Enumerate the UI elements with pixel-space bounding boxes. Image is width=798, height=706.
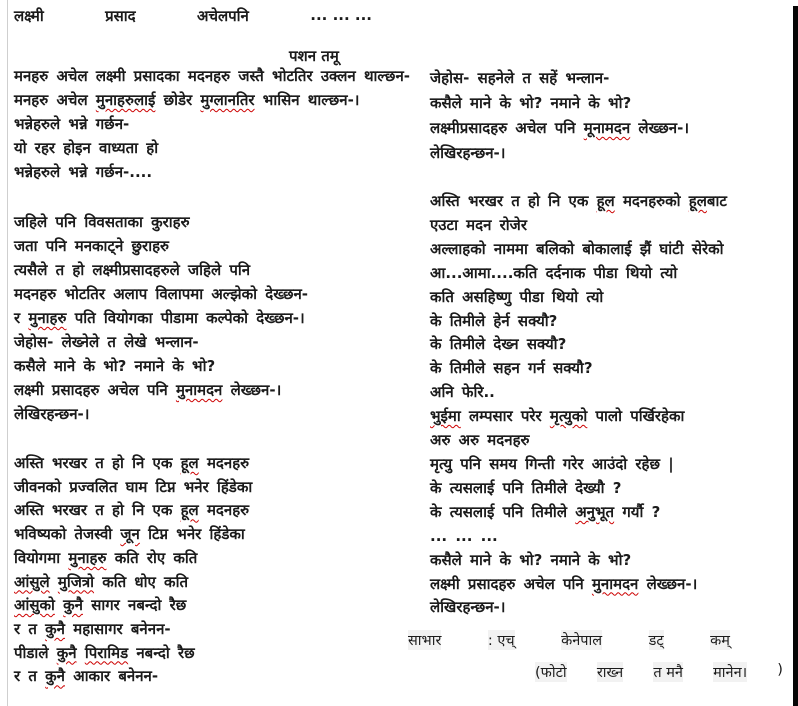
poem-line [430,405,727,429]
attribution-word: डट् [649,630,664,650]
misspelled-word: मुनाहरु [68,548,107,567]
misspelled-word: मूनामदन [583,119,631,137]
text-run: लक्ष्मी प्रसादहरु अचेल पनि [14,381,176,399]
misspelled-word: मुनाहरु [28,309,67,327]
poem-line [14,594,252,618]
misspelled-word: हूल [180,454,199,472]
poem-line [430,66,689,91]
text-run: मदनहरु [198,454,250,472]
poem-stanza-left-2 [14,210,308,426]
misspelled-word: कुनै [45,667,65,686]
text-run: पालो पर्खिरहेका [587,407,685,426]
document-title-row [14,6,372,26]
text-run: र त [14,667,46,686]
misspelled-word: कुनै [63,596,83,615]
text-run: मदनहरु भोटतिर अलाप विलापमा अल्झेको देख्छन- [14,285,309,303]
poem-line [14,665,252,689]
poem-line [430,429,727,453]
poem-line [14,476,252,500]
attribution-line-source [408,630,730,650]
poem-line [14,136,410,160]
text-run: यो रहर होइन वाध्यता हो [14,139,159,157]
text-run: जेहोस- सहनेले त सहें भन्लान- [430,69,610,87]
text-run: भन्नेहरुले भन्ने गर्छन-.... [14,163,153,181]
poem-line [430,116,689,141]
poem-line [14,571,252,595]
text-run: जता पनि मनकाट्ने छुराहरु [14,237,170,255]
text-run: पति वियोगका पीडामा कल्पेको देख्छन-। [66,309,305,327]
text-run: के त्यसलाई पनि तिमीले देख्यौ ? [430,478,622,497]
poem-line [430,381,727,405]
text-run: र त [14,619,46,638]
poem-line [14,499,252,523]
poem-line [14,112,410,136]
text-run: जीवनको प्रज्वलित घाम टिप्न भनेर हिंडेका [14,477,253,496]
right-edge-bar [793,6,798,706]
text-run: ... ... ... [430,526,498,545]
text-run: अस्ति भरखर त हो नि एक [14,501,181,520]
misspelled-word: भुईमा [430,407,461,426]
text-run: भन्नेहरुले भन्ने गर्छन- [14,115,130,133]
poem-line [14,160,410,184]
misspelled-word: मुग्लानतिर [200,91,255,109]
poem-line [14,88,410,112]
poem-line [430,525,727,549]
text-run: त्यसैले त हो लक्ष्मीप्रसादहरुले जहिले पनि [14,261,251,279]
left-margin-rule [7,0,8,706]
attribution-word: केनेपाल [561,630,602,650]
text-run: लेख्छन-। [630,119,690,137]
poem-line [14,354,308,378]
text-run [50,573,58,591]
poem-stanza-right-1 [430,66,689,166]
misspelled-word: आंसुले [14,572,50,591]
misspelled-word: मुजित्रो [57,572,95,591]
text-run: र [14,309,29,327]
text-run: अरु अरु मदनहरु [430,431,530,450]
poem-line [14,547,252,571]
poem-line [14,306,308,330]
text-run: जहिले पनि विवसताका कुराहरु [14,213,190,231]
attribution-word: मानेन। [713,662,747,682]
text-run: लेख्छन-। [222,381,282,399]
text-run: वियोगमा [14,548,69,567]
poem-line [14,282,308,306]
misspelled-word: कुनै [45,619,65,638]
text-run: भविष्यको तेजस्वी [14,525,121,544]
poem-line [430,357,727,381]
text-run: अल्लाहको नाममा बलिको बोकालाई झैं घांटी सेरेको [430,239,724,258]
text-run: आकार बनेनन- [65,667,159,686]
text-run: मदनहरुको [614,192,689,210]
poem-stanza-left-1 [14,64,410,184]
text-run: अनि फेरि.. [430,383,495,402]
poem-line [14,402,308,426]
text-run: मदनहरु [198,501,250,520]
poem-line [430,310,727,334]
attribution-line-photo-note [535,662,783,682]
poem-line [430,141,689,166]
text-run: लेख्छन-। [638,574,698,593]
poem-line [430,333,727,357]
attribution-word: साभार [408,630,441,650]
misspelled-word: आंसुको [14,596,55,615]
attribution-word: राख्न [597,662,623,682]
text-run [55,596,63,614]
text-run: लक्ष्मी प्रसादहरु अचेल पनि [430,574,592,593]
title-word: प्रसाद [105,7,136,25]
poem-line [430,596,727,620]
poem-line [430,262,727,286]
misspelled-word: मृत्युको [549,407,588,426]
misspelled-word: मुनामदन [591,574,639,593]
text-run: कति असहिष्णु पीडा थियो त्यो [430,287,604,306]
poem-line [430,238,727,262]
poem-line [14,64,410,88]
text-run: सागर नबन्दो रैछ [82,596,187,615]
text-run: टिप्न भनेर हिंडेका [139,525,245,544]
text-run: भासिन थाल्छन-। [254,91,360,109]
poem-line [14,452,252,476]
text-run: कति रोए कति [106,548,198,567]
poem-line [430,501,727,525]
poem-line [14,642,252,666]
poem-line [430,453,727,477]
poem-line [14,618,252,642]
text-run: एउटा मदन रोजेर [430,215,527,234]
attribution-word: कम् [710,630,730,650]
text-run: लेखिरहन्छन-। [430,598,506,617]
text-run: के तिमीले देख्न सक्यौ? [430,335,567,354]
poem-stanza-left-3 [14,452,252,689]
misspelled-word: जून [120,525,140,544]
misspelled-word: हूल [688,192,707,210]
poem-subtitle: पशन तमू [289,47,339,65]
text-run: छोडेर [155,91,201,109]
text-run: के तिमीले हेर्न सक्यौ? [430,311,558,330]
attribution-word: त मनै [653,662,683,682]
poem-stanza-right-2 [430,190,727,620]
misspelled-word: मुनाहरुलाई [95,91,156,109]
text-run: लेखिरहन्छन-। [430,144,506,162]
misspelled-word: कुनै [56,643,77,662]
text-run: के तिमीले सहन गर्न सक्यौ? [430,359,593,378]
text-run: कसैले माने के भो? नमाने के भो? [430,94,632,112]
text-run: नबन्दो रैछ [128,643,195,662]
poem-line [14,523,252,547]
text-run: मनहरु अचेल लक्ष्मी प्रसादका मदनहरु जस्तै भोटतिर उक्लन थाल्छन- [14,67,410,85]
misspelled-word: पिरामिड [84,643,129,662]
poem-line [14,210,308,234]
text-run: जेहोस- लेख्नेले त लेखे भन्लान- [14,333,199,351]
text-run: मनहरु अचेल [14,91,96,109]
poem-line [430,190,727,214]
text-run: गर्यौ ? [614,502,661,521]
text-run: के त्यसलाई पनि तिमीले [430,502,576,521]
text-run: लम्पसार परेर [460,407,550,426]
poem-line [430,91,689,116]
text-run: आ...आमा....कति दर्दनाक पीडा थियो त्यो [430,263,678,282]
text-run: अस्ति भरखर त हो नि एक [430,192,597,210]
poem-line [430,573,727,597]
text-run: मृत्यु पनि समय गिन्ती गरेर आउंदो रहेछ | [430,454,674,473]
text-run: लेखिरहन्छन-। [14,405,90,423]
attribution-word: : एच् [488,630,515,650]
poem-line [14,234,308,258]
poem-line [430,214,727,238]
poem-line [14,378,308,402]
misspelled-word: अनुभूत [575,502,615,521]
poem-line [430,477,727,501]
title-word: अचेलपनि [196,7,249,25]
text-run: लक्ष्मीप्रसादहरु अचेल पनि [430,119,584,137]
attribution-word: (फोटो [535,662,567,682]
text-run: कसैले माने के भो? नमाने के भो? [430,550,632,569]
text-run: बाट [706,192,727,210]
poem-line [430,286,727,310]
title-word: ... ... ... [310,6,372,24]
poem-line [430,549,727,573]
text-run [77,644,85,662]
attribution-word: ) [777,662,783,678]
text-run: कति धोए कति [94,572,189,591]
poem-line [14,258,308,282]
misspelled-word: हूल [596,192,615,210]
text-run: अस्ति भरखर त हो नि एक [14,454,181,472]
title-word: लक्ष्मी [14,7,44,25]
poem-line [14,330,308,354]
text-run: पीडाले [14,643,57,662]
text-run: महासागर बनेनन- [65,619,171,638]
misspelled-word: मुनामदन [175,381,223,399]
text-run: कसैले माने के भो? नमाने के भो? [14,357,216,375]
misspelled-word: हूल [180,501,199,520]
